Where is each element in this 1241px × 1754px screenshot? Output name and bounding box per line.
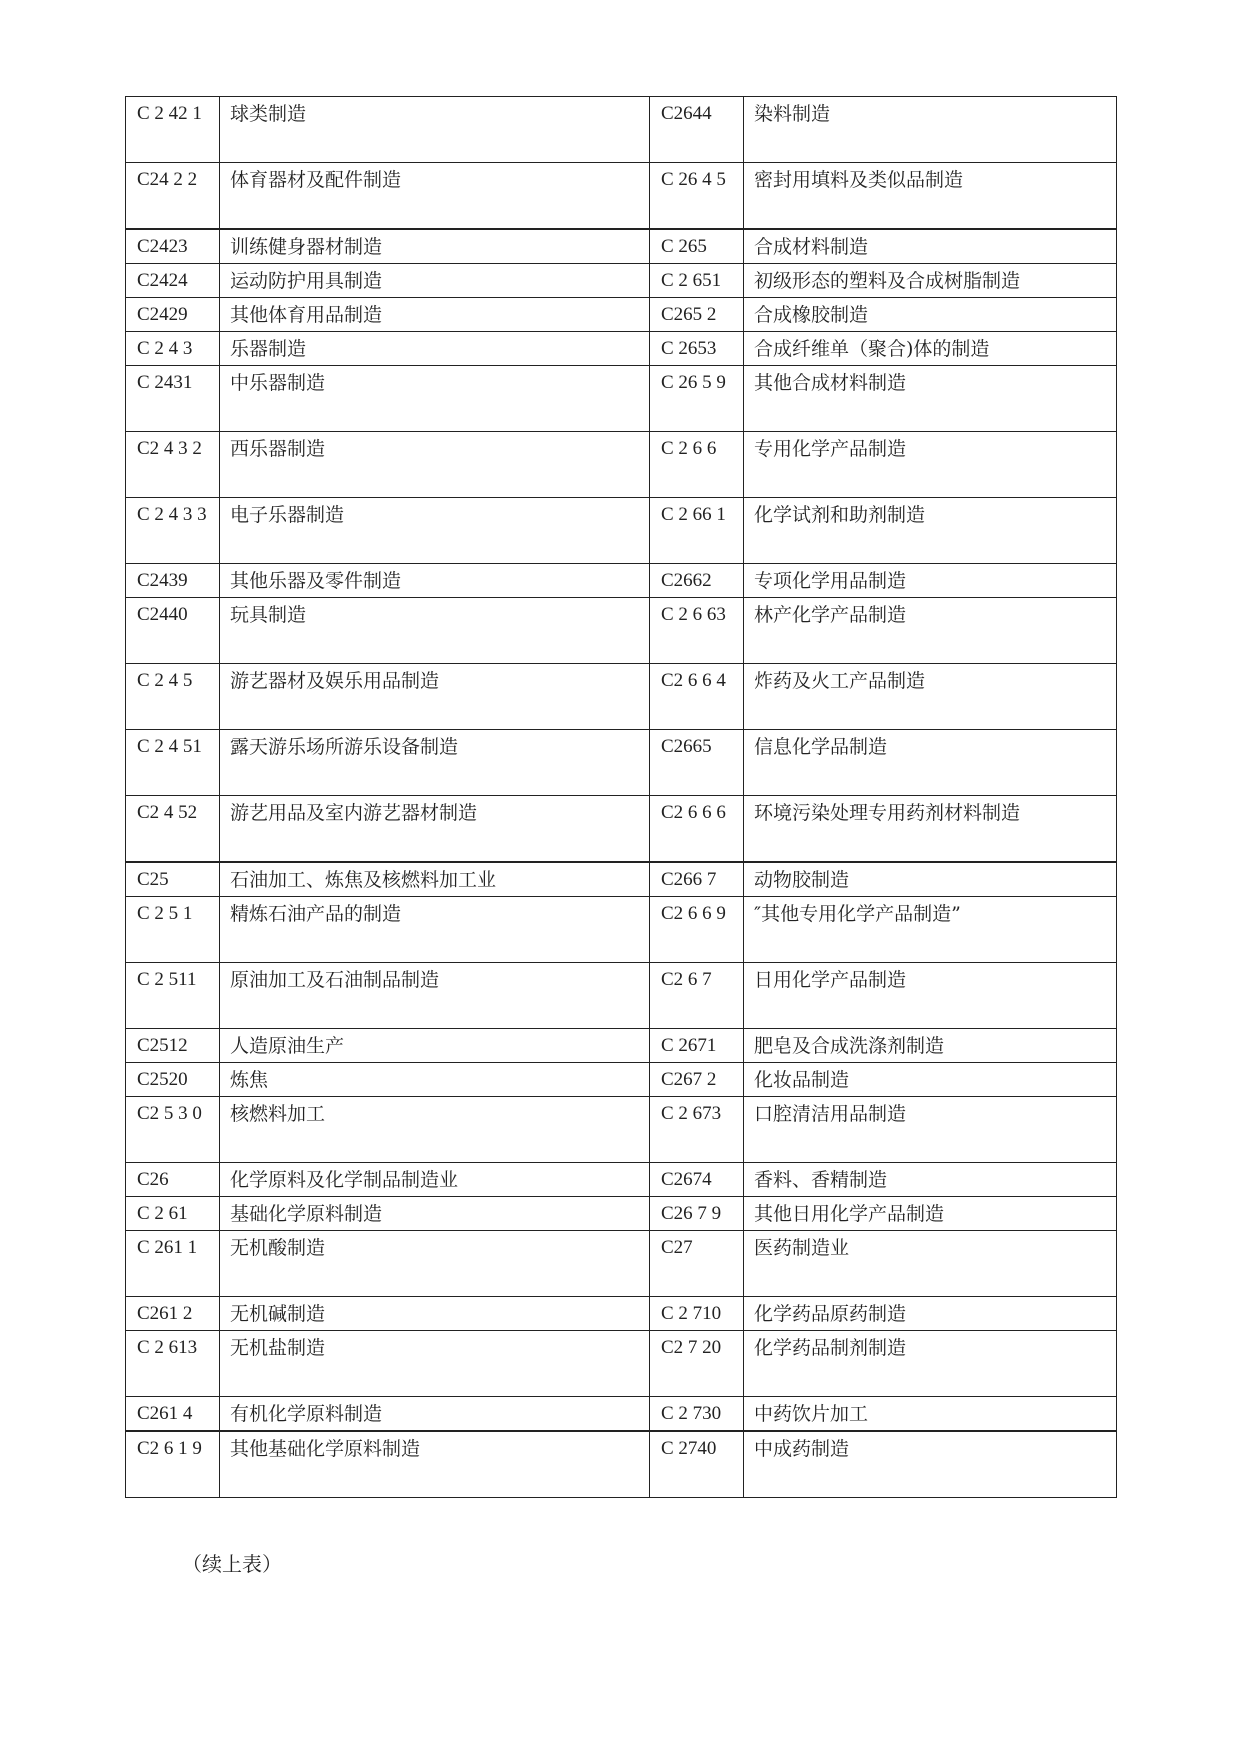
right-name-cell: 合成橡胶制造 [744, 298, 1117, 332]
right-code-cell: C2662 [650, 564, 744, 598]
left-code-cell: C 2 4 51 [126, 730, 220, 796]
left-code-cell: C2423 [126, 229, 220, 264]
right-code-cell: C 2 673 [650, 1097, 744, 1163]
left-code-cell: C 2 42 1 [126, 97, 220, 163]
left-code-cell: C24 2 2 [126, 163, 220, 230]
left-code-cell: C2429 [126, 298, 220, 332]
left-name-cell: 乐器制造 [220, 332, 650, 366]
left-name-cell: 精炼石油产品的制造 [220, 897, 650, 963]
right-name-cell: 染料制造 [744, 97, 1117, 163]
left-name-cell: 电子乐器制造 [220, 498, 650, 564]
right-code-cell: C 2 651 [650, 264, 744, 298]
right-code-cell: C 265 [650, 229, 744, 264]
left-code-cell: C2 6 1 9 [126, 1431, 220, 1498]
right-name-cell: 专用化学产品制造 [744, 432, 1117, 498]
table-row [126, 298, 1117, 332]
right-code-cell: C27 [650, 1231, 744, 1297]
right-name-cell: 中成药制造 [744, 1431, 1117, 1498]
right-name-cell: 合成材料制造 [744, 229, 1117, 264]
left-code-cell: C261 4 [126, 1397, 220, 1432]
table-row [126, 229, 1117, 264]
left-name-cell: 石油加工、炼焦及核燃料加工业 [220, 862, 650, 897]
left-name-cell: 有机化学原料制造 [220, 1397, 650, 1432]
right-name-cell: ″其他专用化学产品制造” [744, 897, 1117, 963]
right-code-cell: C266 7 [650, 862, 744, 897]
left-name-cell: 中乐器制造 [220, 366, 650, 432]
left-name-cell: 游艺用品及室内游艺器材制造 [220, 796, 650, 863]
table-row [126, 366, 1117, 432]
right-name-cell: 肥皂及合成洗涤剂制造 [744, 1029, 1117, 1063]
right-name-cell: 密封用填料及类似品制造 [744, 163, 1117, 230]
left-code-cell: C2512 [126, 1029, 220, 1063]
left-code-cell: C 2431 [126, 366, 220, 432]
left-name-cell: 露天游乐场所游乐设备制造 [220, 730, 650, 796]
right-code-cell: C 2740 [650, 1431, 744, 1498]
right-name-cell: 炸药及火工产品制造 [744, 664, 1117, 730]
right-name-cell: 其他合成材料制造 [744, 366, 1117, 432]
table-row [126, 1197, 1117, 1231]
left-code-cell: C25 [126, 862, 220, 897]
table-row [126, 1163, 1117, 1197]
left-code-cell: C26 [126, 1163, 220, 1197]
right-code-cell: C2 6 6 6 [650, 796, 744, 863]
left-name-cell: 游艺器材及娱乐用品制造 [220, 664, 650, 730]
right-name-cell: 化学试剂和助剂制造 [744, 498, 1117, 564]
table-row [126, 163, 1117, 230]
left-name-cell: 化学原料及化学制品制造业 [220, 1163, 650, 1197]
table-row [126, 730, 1117, 796]
left-name-cell: 基础化学原料制造 [220, 1197, 650, 1231]
table-row [126, 1063, 1117, 1097]
right-name-cell: 医药制造业 [744, 1231, 1117, 1297]
table-row [126, 862, 1117, 897]
left-name-cell: 无机碱制造 [220, 1297, 650, 1331]
left-code-cell: C 2 4 5 [126, 664, 220, 730]
right-code-cell: C2 6 6 4 [650, 664, 744, 730]
right-name-cell: 香料、香精制造 [744, 1163, 1117, 1197]
left-name-cell: 无机酸制造 [220, 1231, 650, 1297]
right-name-cell: 信息化学品制造 [744, 730, 1117, 796]
right-code-cell: C26 7 9 [650, 1197, 744, 1231]
table-row [126, 1231, 1117, 1297]
right-name-cell: 林产化学产品制造 [744, 598, 1117, 664]
left-name-cell: 炼焦 [220, 1063, 650, 1097]
right-code-cell: C 2 6 63 [650, 598, 744, 664]
table-row [126, 1097, 1117, 1163]
left-code-cell: C2 4 52 [126, 796, 220, 863]
left-code-cell: C2520 [126, 1063, 220, 1097]
table-row [126, 432, 1117, 498]
table-row [126, 897, 1117, 963]
right-name-cell: 其他日用化学产品制造 [744, 1197, 1117, 1231]
left-name-cell: 体育器材及配件制造 [220, 163, 650, 230]
left-code-cell: C 2 4 3 3 [126, 498, 220, 564]
left-name-cell: 运动防护用具制造 [220, 264, 650, 298]
left-name-cell: 人造原油生产 [220, 1029, 650, 1063]
right-code-cell: C 2 6 6 [650, 432, 744, 498]
left-name-cell: 玩具制造 [220, 598, 650, 664]
right-name-cell: 口腔清洁用品制造 [744, 1097, 1117, 1163]
right-code-cell: C2 7 20 [650, 1331, 744, 1397]
right-code-cell: C2 6 7 [650, 963, 744, 1029]
left-name-cell: 其他乐器及零件制造 [220, 564, 650, 598]
left-name-cell: 西乐器制造 [220, 432, 650, 498]
table-row [126, 1029, 1117, 1063]
right-name-cell: 合成纤维单（聚合)体的制造 [744, 332, 1117, 366]
right-code-cell: C 2653 [650, 332, 744, 366]
left-code-cell: C2424 [126, 264, 220, 298]
table-row [126, 564, 1117, 598]
left-code-cell: C2440 [126, 598, 220, 664]
right-name-cell: 专项化学用品制造 [744, 564, 1117, 598]
left-code-cell: C2 4 3 2 [126, 432, 220, 498]
table-row [126, 97, 1117, 163]
left-code-cell: C261 2 [126, 1297, 220, 1331]
left-name-cell: 核燃料加工 [220, 1097, 650, 1163]
continued-note: （续上表） [182, 1552, 282, 1576]
left-name-cell: 训练健身器材制造 [220, 229, 650, 264]
table-row [126, 498, 1117, 564]
table-row [126, 796, 1117, 863]
table-row [126, 264, 1117, 298]
right-code-cell: C265 2 [650, 298, 744, 332]
left-code-cell: C 2 5 1 [126, 897, 220, 963]
right-name-cell: 化学药品制剂制造 [744, 1331, 1117, 1397]
left-code-cell: C 2 613 [126, 1331, 220, 1397]
left-name-cell: 原油加工及石油制品制造 [220, 963, 650, 1029]
left-code-cell: C2 5 3 0 [126, 1097, 220, 1163]
table-row [126, 664, 1117, 730]
right-code-cell: C2674 [650, 1163, 744, 1197]
right-code-cell: C 2 730 [650, 1397, 744, 1432]
right-name-cell: 中药饮片加工 [744, 1397, 1117, 1432]
right-name-cell: 化妆品制造 [744, 1063, 1117, 1097]
table-row [126, 1331, 1117, 1397]
table-row [126, 1431, 1117, 1498]
right-name-cell: 化学药品原药制造 [744, 1297, 1117, 1331]
table-row [126, 598, 1117, 664]
table-row [126, 1297, 1117, 1331]
left-code-cell: C2439 [126, 564, 220, 598]
right-code-cell: C2644 [650, 97, 744, 163]
left-name-cell: 无机盐制造 [220, 1331, 650, 1397]
right-code-cell: C2665 [650, 730, 744, 796]
left-code-cell: C 2 61 [126, 1197, 220, 1231]
left-name-cell: 其他基础化学原料制造 [220, 1431, 650, 1498]
left-code-cell: C 2 511 [126, 963, 220, 1029]
left-code-cell: C 2 4 3 [126, 332, 220, 366]
right-code-cell: C 26 4 5 [650, 163, 744, 230]
right-name-cell: 日用化学产品制造 [744, 963, 1117, 1029]
left-name-cell: 球类制造 [220, 97, 650, 163]
table-row [126, 1397, 1117, 1432]
table-row [126, 332, 1117, 366]
table-row [126, 963, 1117, 1029]
right-name-cell: 环境污染处理专用药剂材料制造 [744, 796, 1117, 863]
left-code-cell: C 261 1 [126, 1231, 220, 1297]
industry-code-table [125, 96, 1117, 1498]
table-body [126, 97, 1117, 1498]
right-code-cell: C 26 5 9 [650, 366, 744, 432]
right-code-cell: C 2 66 1 [650, 498, 744, 564]
right-name-cell: 初级形态的塑料及合成树脂制造 [744, 264, 1117, 298]
right-name-cell: 动物胶制造 [744, 862, 1117, 897]
right-code-cell: C 2671 [650, 1029, 744, 1063]
right-code-cell: C 2 710 [650, 1297, 744, 1331]
right-code-cell: C2 6 6 9 [650, 897, 744, 963]
left-name-cell: 其他体育用品制造 [220, 298, 650, 332]
right-code-cell: C267 2 [650, 1063, 744, 1097]
